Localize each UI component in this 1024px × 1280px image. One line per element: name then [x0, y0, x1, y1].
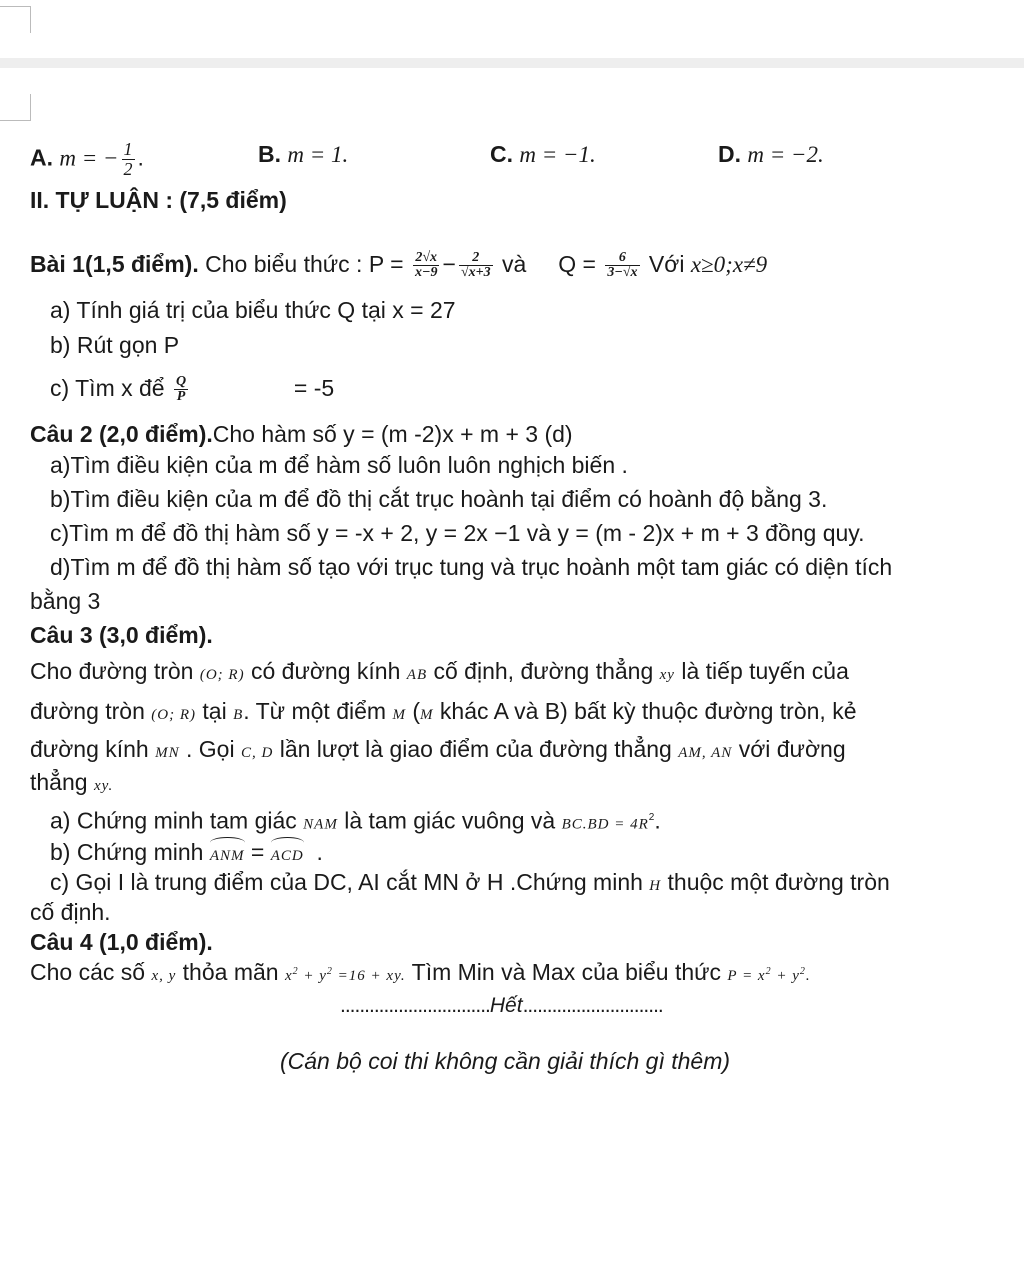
math: H: [649, 878, 662, 894]
fraction: [122, 140, 135, 179]
page-corner-mark: [0, 94, 31, 121]
minus-sign: −: [442, 251, 456, 277]
math: (O; R): [199, 667, 245, 683]
text: .: [654, 807, 661, 834]
cau3-part-c: [50, 868, 890, 900]
bai1-part-a: a) Tính giá trị của biểu thức Q tại x = 27: [50, 297, 456, 323]
end-text: Hết: [489, 994, 523, 1017]
dots: .............................: [522, 994, 663, 1017]
exponent: 2: [292, 966, 299, 977]
math: MN: [155, 745, 180, 761]
choice-b: [258, 140, 348, 169]
text: cố định, đường thẳng: [433, 658, 654, 684]
conjunction: và: [501, 251, 527, 277]
text: tại: [202, 698, 227, 724]
cau3-line-2: [30, 697, 857, 729]
numerator: 1: [123, 139, 133, 159]
text: có đường kính: [250, 658, 401, 684]
cau2-text: Cho hàm số y = (m -2)x + m + 3 (d): [212, 421, 573, 447]
text: lần lượt là giao điểm của đường thẳng: [279, 736, 672, 762]
cau3-line-1: [30, 657, 849, 689]
cau2-part-a: a)Tìm điều kiện của m để hàm số luôn luôn nghịch biến .: [50, 452, 628, 478]
choice-math: m = −1.: [519, 142, 596, 167]
choice-d: [718, 140, 824, 169]
choice-c: [490, 140, 596, 169]
math: AB: [406, 667, 428, 683]
text: (: [412, 698, 421, 724]
text: đường kính: [30, 736, 149, 762]
math: C, D: [240, 745, 274, 761]
cau2-label: Câu 2 (2,0 điểm).: [30, 421, 213, 447]
text: . Từ một điểm: [243, 698, 387, 724]
fraction: [605, 251, 639, 281]
text: là tam giác vuông và: [344, 807, 556, 834]
math: xy: [659, 667, 675, 683]
q-prefix: Q =: [558, 251, 596, 277]
text: thẳng: [30, 769, 88, 795]
math-part: + y: [298, 968, 327, 984]
math-part: =16 + xy.: [332, 968, 406, 984]
exponent: 2: [799, 966, 806, 977]
math: M: [392, 707, 406, 723]
exponent: 2: [326, 966, 333, 977]
part-c-suffix: = -5: [293, 375, 335, 401]
arc-notation: ACD: [271, 842, 304, 870]
text: .: [316, 839, 323, 865]
denominator: 2: [123, 158, 133, 179]
choice-letter: A.: [30, 144, 53, 171]
bai1-statement: [30, 250, 767, 281]
numerator: 6: [605, 251, 639, 267]
bai1-part-c: [50, 374, 334, 405]
choice-suffix: .: [137, 144, 144, 171]
text: a) Chứng minh tam giác: [50, 807, 297, 834]
text: c) Gọi I là trung điểm của DC, AI cắt MN ở H .Chứng minh: [50, 869, 643, 895]
math: BC.BD = 4R: [561, 816, 649, 833]
math: B: [233, 707, 244, 723]
cau3-part-b: [50, 838, 323, 870]
denominator: x−9: [414, 265, 438, 281]
math-part: + y: [771, 968, 800, 984]
choice-math: m = 1.: [287, 142, 349, 167]
cau3-line-4: [30, 768, 113, 800]
text: Cho các số: [30, 959, 146, 985]
cau3-line-3: [30, 735, 846, 767]
condition-math: x≥0;x≠9: [690, 252, 768, 277]
text: . Gọi: [186, 736, 235, 762]
math-part: P = x: [727, 968, 766, 984]
section-title: II. TỰ LUẬN : (7,5 điểm): [30, 187, 287, 213]
exponent: 2: [765, 966, 772, 977]
math: xy.: [93, 778, 114, 794]
text: thỏa mãn: [182, 959, 279, 985]
part-c-prefix: c) Tìm x để: [50, 375, 165, 401]
end-marker: [340, 994, 663, 1018]
page-corner-mark: [0, 6, 31, 33]
arc-notation: ANM: [210, 842, 245, 870]
denominator: √x+3: [460, 265, 491, 281]
choice-letter: B.: [258, 141, 281, 167]
dots: ...............................: [340, 994, 490, 1017]
fraction: [174, 375, 188, 405]
fraction: [413, 251, 439, 281]
bai1-text: Cho biểu thức : P =: [205, 251, 404, 277]
cau3-label: Câu 3 (3,0 điểm).: [30, 622, 213, 648]
cau4-statement: [30, 958, 811, 990]
math: AM, AN: [678, 745, 733, 761]
math: NAM: [303, 816, 338, 833]
text: Cho đường tròn: [30, 658, 194, 684]
cau4-label: Câu 4 (1,0 điểm).: [30, 929, 213, 955]
bai1-label: Bài 1(1,5 điểm).: [30, 251, 199, 277]
cau2-part-b: b)Tìm điều kiện của m để đồ thị cắt trục hoành tại điểm có hoành độ bằng 3.: [50, 486, 828, 512]
math: M: [420, 707, 434, 723]
choice-a: [30, 140, 144, 179]
cau3-part-c-cont: cố định.: [30, 899, 111, 925]
text: thuộc một đường tròn: [667, 869, 890, 895]
cau2-part-d: d)Tìm m để đồ thị hàm số tạo với trục tung và trục hoành một tam giác có diện tích: [50, 554, 893, 580]
math-part: .: [805, 968, 811, 984]
text: đường tròn: [30, 698, 145, 724]
choice-math: m = −2.: [747, 142, 824, 167]
cau2-part-d-cont: bằng 3: [30, 588, 101, 614]
text: b) Chứng minh: [50, 839, 204, 865]
numerator: Q: [176, 373, 187, 389]
math-part: x: [284, 968, 293, 984]
denominator: P: [176, 389, 186, 405]
cau2-part-c: c)Tìm m để đồ thị hàm số y = -x + 2, y = 2x −1 và y = (m - 2)x + m + 3 đồng quy.: [50, 520, 865, 546]
cau3-part-a: [50, 804, 661, 839]
choice-math: m = −: [59, 145, 119, 171]
text: là tiếp tuyến của: [681, 658, 849, 684]
text: =: [250, 839, 265, 865]
bai1-part-b: b) Rút gọn P: [50, 332, 180, 358]
choice-letter: C.: [490, 141, 513, 167]
math: (O; R): [151, 707, 197, 723]
condition-text: Với: [648, 251, 685, 277]
numerator: 2√x: [413, 251, 439, 267]
math: x, y: [151, 968, 177, 984]
exponent: 2: [648, 812, 655, 823]
proctor-note: (Cán bộ coi thi không cần giải thích gì thêm): [280, 1048, 731, 1074]
cau2-statement: [30, 420, 573, 448]
text: khác A và B) bất kỳ thuộc đường tròn, kẻ: [439, 698, 857, 724]
numerator: 2: [459, 251, 493, 267]
text: Tìm Min và Max của biểu thức: [411, 959, 722, 985]
denominator: 3−√x: [607, 265, 638, 281]
math: [285, 968, 406, 984]
page-separator: [0, 58, 1024, 68]
math: [727, 968, 810, 984]
choice-letter: D.: [718, 141, 741, 167]
fraction: [459, 251, 493, 281]
text: với đường: [738, 736, 846, 762]
